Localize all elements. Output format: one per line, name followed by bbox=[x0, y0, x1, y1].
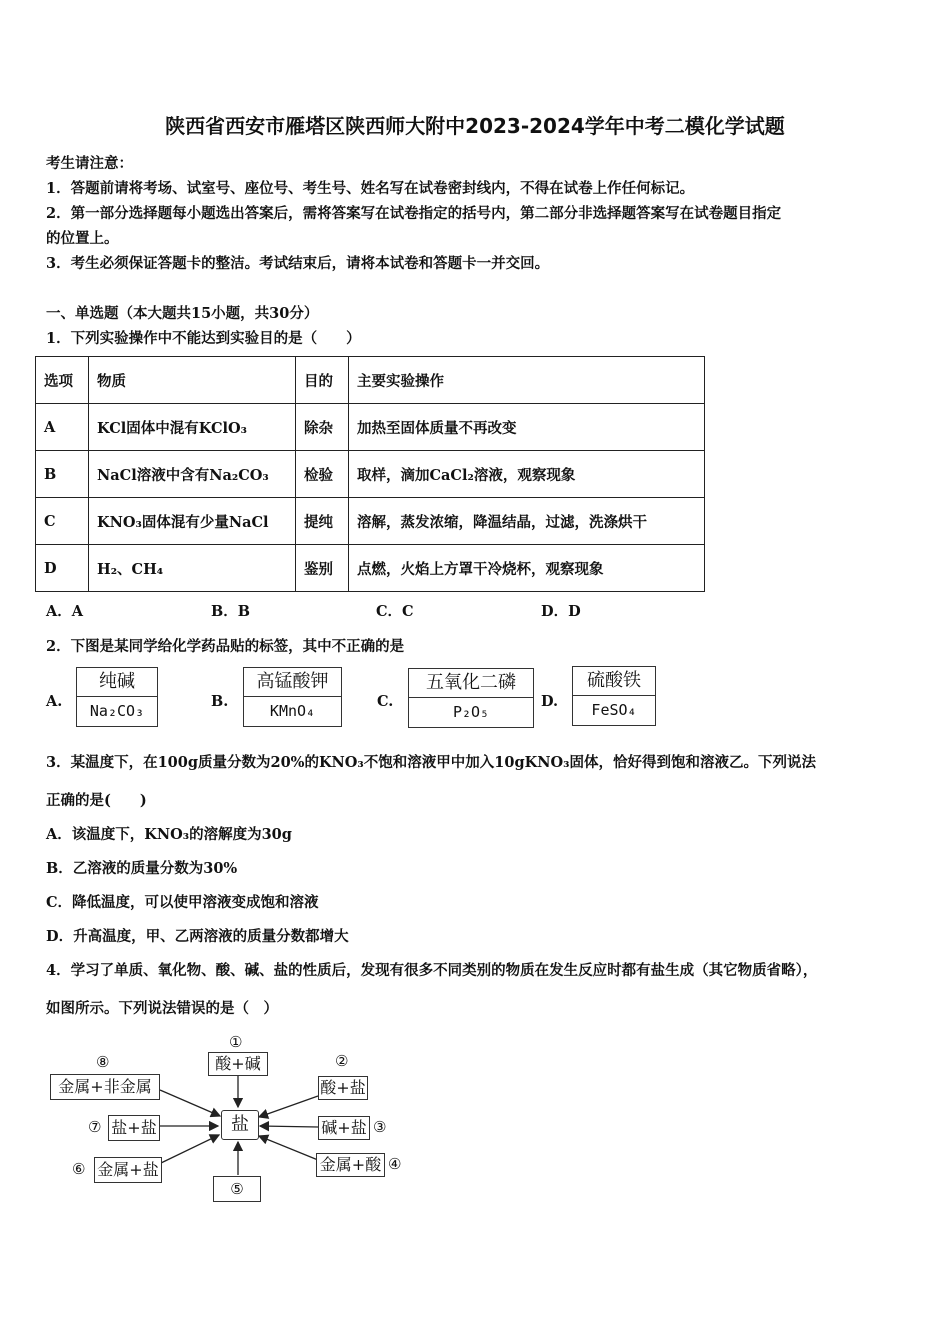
label-formula: P₂O₅ bbox=[452, 703, 490, 721]
q1-option-d: D．D bbox=[541, 603, 581, 620]
q2-letter-c: C. bbox=[377, 693, 394, 710]
arrow-3 bbox=[260, 1126, 318, 1127]
q2-letter-d: D. bbox=[541, 693, 559, 710]
box-7: 盐+盐 bbox=[108, 1115, 160, 1141]
q1-stem: 1．下列实验操作中不能达到实验目的是（ ） bbox=[46, 330, 361, 347]
marker-6: ⑥ bbox=[72, 1160, 86, 1178]
marker-7: ⑦ bbox=[88, 1118, 102, 1136]
box-5 bbox=[213, 1176, 261, 1202]
q3-option-a: A．该温度下，KNO₃的溶解度为30g bbox=[46, 826, 292, 843]
arrow-8 bbox=[160, 1090, 220, 1116]
q4-stem-line2: 如图所示。下列说法错误的是（ ） bbox=[46, 1000, 278, 1017]
label-name: 硫酸铁 bbox=[573, 667, 655, 696]
q2-letter-b: B. bbox=[211, 693, 229, 710]
q1-option-a: A．A bbox=[46, 603, 84, 620]
table-cell: 检验 bbox=[296, 451, 349, 498]
marker-3: ③ bbox=[373, 1118, 387, 1136]
table-cell: KCl固体中混有KClO₃ bbox=[89, 404, 296, 451]
q3-stem-line1: 3．某温度下，在100g质量分数为20%的KNO₃不饱和溶液甲中加入10gKNO₃固体，恰好得到饱和溶液乙。下列说法 bbox=[46, 754, 816, 771]
q4-stem-line1: 4．学习了单质、氧化物、酸、碱、盐的性质后，发现有很多不同类别的物质在发生反应时都有盐生成（其它物质省略）， bbox=[46, 962, 818, 979]
table-cell: 鉴别 bbox=[296, 545, 349, 592]
notice-item: 2．第一部分选择题每小题选出答案后，需将答案写在试卷指定的括号内，第二部分非选择题答案写在试卷题目指定 bbox=[46, 205, 782, 222]
table-cell: C bbox=[36, 498, 89, 545]
table-header: 目的 bbox=[296, 357, 349, 404]
q2-letter-a: A. bbox=[46, 693, 63, 710]
table-cell: 除杂 bbox=[296, 404, 349, 451]
marker-4: ④ bbox=[388, 1155, 402, 1173]
table-cell: 加热至固体质量不再改变 bbox=[349, 404, 705, 451]
notice-item: 的位置上。 bbox=[46, 230, 119, 247]
table-cell: 取样，滴加CaCl₂溶液，观察现象 bbox=[349, 451, 705, 498]
q1-option-b: B．B bbox=[211, 603, 251, 620]
center-salt-box: 盐 bbox=[221, 1110, 259, 1140]
q3-option-c: C．降低温度，可以使甲溶液变成饱和溶液 bbox=[46, 894, 319, 911]
label-formula: KMnO₄ bbox=[269, 702, 316, 720]
arrow-2 bbox=[259, 1096, 318, 1117]
marker-5: ⑤ bbox=[230, 1180, 244, 1198]
q3-option-b: B．乙溶液的质量分数为30% bbox=[46, 860, 238, 877]
box-2: 酸+盐 bbox=[318, 1076, 368, 1100]
table-cell: 点燃，火焰上方罩干冷烧杯，观察现象 bbox=[349, 545, 705, 592]
notice-heading: 考生请注意： bbox=[46, 155, 133, 172]
table-cell: 溶解，蒸发浓缩，降温结晶，过滤，洗涤烘干 bbox=[349, 498, 705, 545]
q2-stem: 2．下图是某同学给化学药品贴的标签，其中不正确的是 bbox=[46, 638, 405, 655]
table-header: 物质 bbox=[89, 357, 296, 404]
table-header: 选项 bbox=[36, 357, 89, 404]
box-1: 酸+碱 bbox=[208, 1052, 268, 1076]
marker-1: ① bbox=[229, 1033, 243, 1051]
table-cell: B bbox=[36, 451, 89, 498]
table-cell: H₂、CH₄ bbox=[89, 545, 296, 592]
arrow-4 bbox=[259, 1136, 318, 1160]
label-name: 五氧化二磷 bbox=[409, 669, 533, 698]
section-heading: 一、单选题（本大题共15小题，共30分） bbox=[46, 305, 319, 322]
box-8: 金属+非金属 bbox=[50, 1074, 160, 1100]
table-header: 主要实验操作 bbox=[349, 357, 705, 404]
table-cell: D bbox=[36, 545, 89, 592]
page-title: 陕西省西安市雁塔区陕西师大附中2023-2024学年中考二模化学试题 bbox=[165, 114, 785, 138]
table-cell: A bbox=[36, 404, 89, 451]
table-cell: NaCl溶液中含有Na₂CO₃ bbox=[89, 451, 296, 498]
q3-stem-line2: 正确的是( ) bbox=[46, 792, 147, 809]
label-formula: Na₂CO₃ bbox=[89, 702, 145, 720]
q1-option-c: C．C bbox=[376, 603, 414, 620]
q3-option-d: D．升高温度，甲、乙两溶液的质量分数都增大 bbox=[46, 928, 349, 945]
arrow-6 bbox=[161, 1135, 219, 1163]
table-cell: KNO₃固体混有少量NaCl bbox=[89, 498, 296, 545]
box-3: 碱+盐 bbox=[318, 1116, 370, 1140]
label-name: 高锰酸钾 bbox=[244, 668, 341, 697]
label-formula: FeSO₄ bbox=[591, 701, 637, 719]
label-name: 纯碱 bbox=[77, 668, 157, 697]
marker-2: ② bbox=[335, 1052, 349, 1070]
box-4: 金属+酸 bbox=[316, 1153, 385, 1177]
notice-item: 3．考生必须保证答题卡的整洁。考试结束后，请将本试卷和答题卡一并交回。 bbox=[46, 255, 550, 272]
notice-item: 1．答题前请将考场、试室号、座位号、考生号、姓名写在试卷密封线内，不得在试卷上作任何标记。 bbox=[46, 180, 695, 197]
table-cell: 提纯 bbox=[296, 498, 349, 545]
box-6: 金属+盐 bbox=[94, 1157, 162, 1183]
marker-8: ⑧ bbox=[96, 1053, 110, 1071]
